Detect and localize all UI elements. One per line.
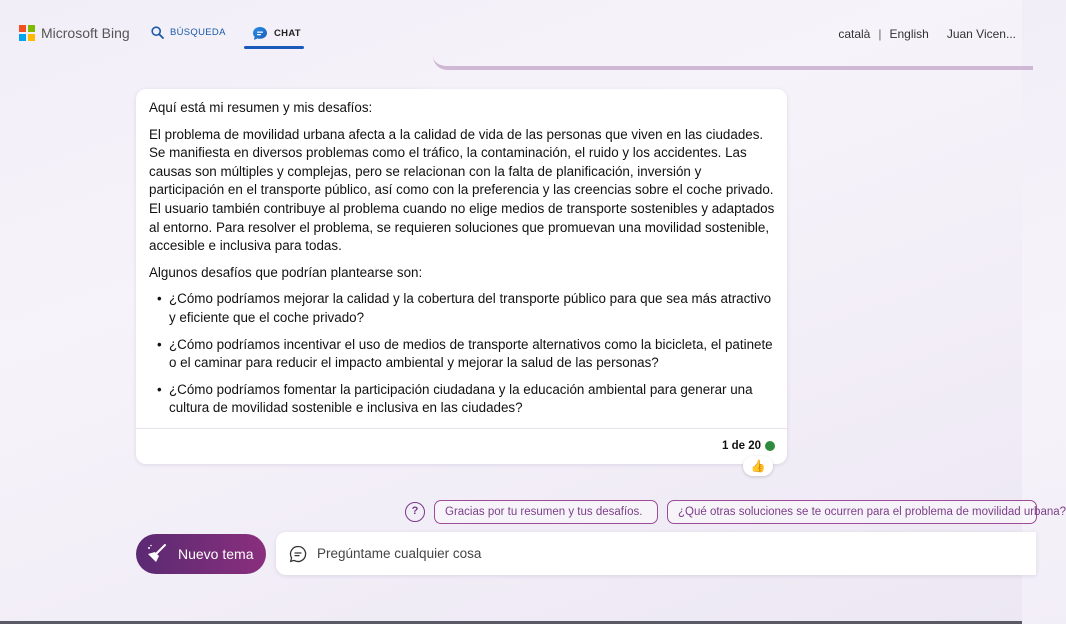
suggestion-chip[interactable]: Gracias por tu resumen y tus desafíos.	[434, 500, 658, 524]
tab-search-label: BÚSQUEDA	[170, 27, 226, 38]
chat-icon	[252, 26, 268, 41]
suggestion-chip[interactable]: ¿Qué otras soluciones se te ocurren para el problema de movilidad urbana?	[667, 500, 1037, 524]
status-dot-icon	[765, 441, 775, 451]
chat-input-placeholder: Pregúntame cualquier cosa	[317, 546, 482, 561]
broom-icon	[146, 543, 168, 565]
microsoft-logo-icon	[19, 25, 35, 41]
challenge-item: • ¿Cómo podríamos mejorar la calidad y la cobertura del transporte público para que sea más atractivo y eficiente que el coche privado?	[149, 290, 779, 327]
thumbs-up-icon: 👍	[750, 459, 766, 473]
new-topic-button[interactable]	[136, 534, 266, 574]
bing-logo[interactable]	[19, 25, 130, 41]
chat-input[interactable]	[276, 532, 1036, 575]
thumbs-up-reaction-button[interactable]	[743, 456, 773, 476]
language-separator: |	[878, 27, 882, 41]
active-tab-indicator	[244, 46, 304, 49]
help-icon[interactable]: ?	[405, 502, 425, 522]
turn-counter	[722, 440, 775, 452]
challenge-item: • ¿Cómo podríamos fomentar la participación ciudadana y la educación ambiental para generar una cultura de movilidad sostenible e inclusiva en las ciudades?	[149, 381, 779, 418]
new-topic-label: Nuevo tema	[178, 546, 254, 562]
search-icon	[151, 26, 164, 39]
top-header	[0, 0, 1022, 62]
tab-chat-label: CHAT	[274, 28, 301, 39]
challenges-list	[149, 290, 779, 418]
turn-counter-text: 1 de 20	[722, 440, 761, 452]
card-footer-divider	[136, 428, 787, 429]
user-name[interactable]: Juan Vicen...	[946, 27, 1016, 41]
tab-search[interactable]	[151, 26, 226, 39]
assistant-message-card	[136, 89, 787, 464]
header-right	[838, 27, 1016, 41]
chat-bubble-icon	[288, 544, 308, 564]
message-summary: El problema de movilidad urbana afecta a la calidad de vida de las personas que viven en las ciudades. Se manifiesta en diversos problemas como el tráfico, la contaminación, el ruido y los accidentes. Las causas son múltiples y complejas, pero se relacionan con la falta de planificación, inversión y participación en el transporte público, así como con la preferencia y las creencias sobre el coche privado. El usuario también contribuye al problema cuando no elige medios de transporte sostenibles y adaptados al entorno. Para resolver el problema, se requieren soluciones que promuevan una movilidad sostenible, accesible e inclusiva para todas.	[149, 126, 775, 254]
challenge-item: • ¿Cómo podríamos incentivar el uso de medios de transporte alternativos como la bicicleta, el patinete o el caminar para reducir el impacto ambiental y mejorar la salud de las personas?	[149, 336, 779, 373]
message-body	[149, 99, 779, 426]
logo-text: Microsoft Bing	[41, 25, 130, 41]
language-catala-link[interactable]: català	[838, 27, 871, 41]
language-english-link[interactable]: English	[889, 27, 929, 41]
challenges-intro: Algunos desafíos que podrían plantearse son:	[149, 264, 423, 280]
message-intro: Aquí está mi resumen y mis desafíos:	[149, 100, 373, 115]
tab-chat[interactable]	[252, 26, 301, 41]
previous-message-edge	[433, 56, 1033, 70]
